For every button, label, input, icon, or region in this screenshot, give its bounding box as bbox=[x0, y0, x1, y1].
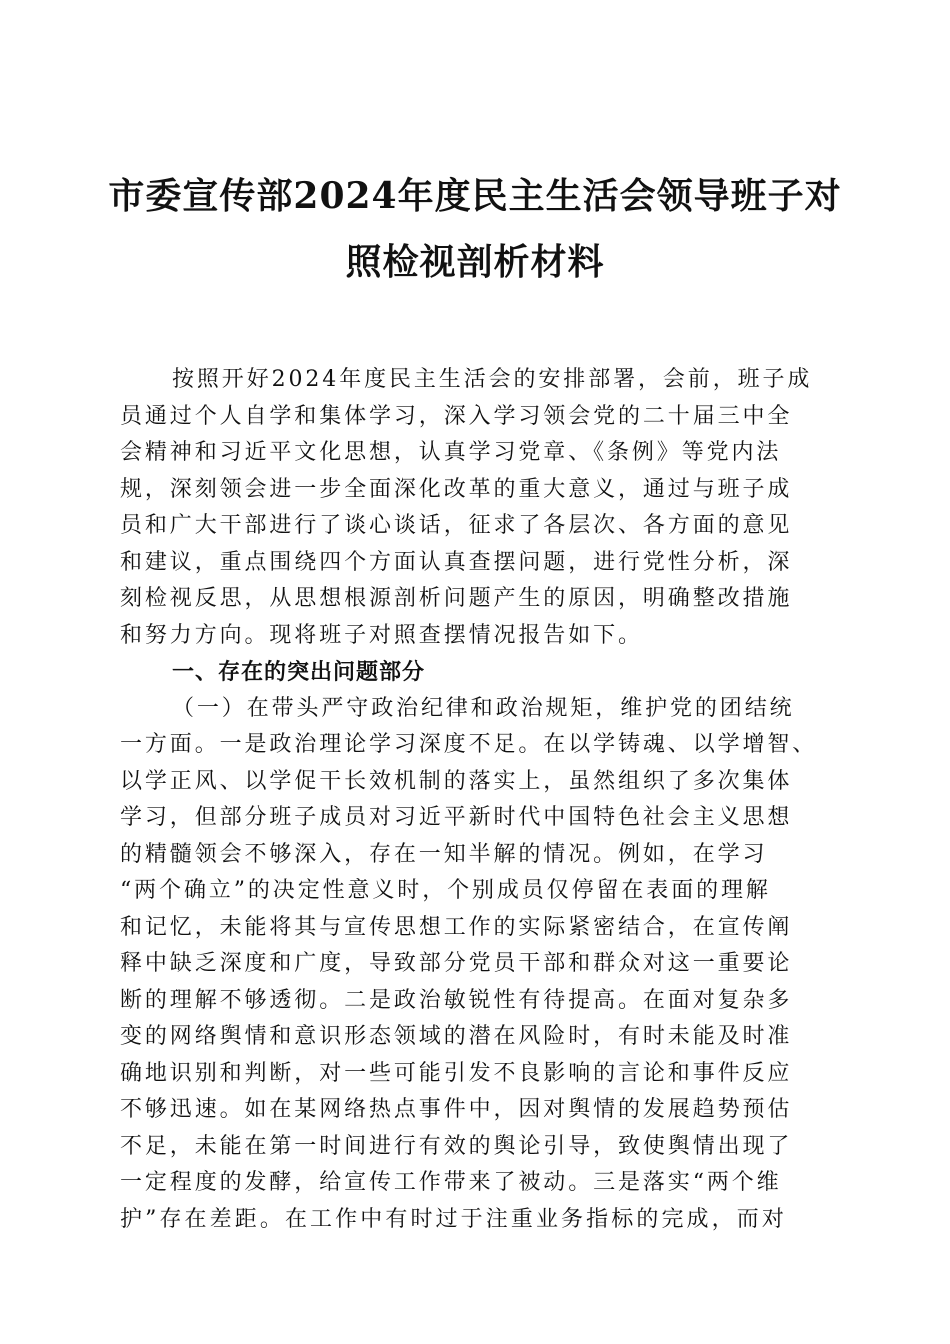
intro-line: 刻检视反思，从思想根源剖析问题产生的原因，明确整改措施 bbox=[120, 586, 793, 611]
sub-body-first: 一是政治理论学习深度不足。在以学铸魂、以学增智、 bbox=[219, 732, 818, 757]
body-line: 不够迅速。如在某网络热点事件中，因对舆情的发展趋势预估 bbox=[120, 1097, 793, 1122]
intro-line: 和建议，重点围绕四个方面认真查摆问题，进行党性分析，深 bbox=[120, 549, 793, 575]
body-line: 释中缺乏深度和广度，导致部分党员干部和群众对这一重要论 bbox=[120, 951, 793, 976]
body-line: 和记忆，未能将其与宣传思想工作的实际紧密结合，在宣传阐 bbox=[120, 914, 793, 940]
body-line: 学习，但部分班子成员对习近平新时代中国特色社会主义思想 bbox=[120, 805, 793, 830]
body-line: 不足，未能在第一时间进行有效的舆论引导，致使舆情出现了 bbox=[120, 1133, 793, 1159]
body-line: 确地识别和判断，对一些可能引发不良影响的言论和事件反应 bbox=[120, 1060, 793, 1086]
intro-line: 员和广大干部进行了谈心谈话，征求了各层次、各方面的意见 bbox=[120, 513, 793, 538]
body-line: 以学正风、以学促干长效机制的落实上，虽然组织了多次集体 bbox=[120, 768, 793, 794]
sub-heading-text: （一）在带头严守政治纪律和政治规矩，维护党的团结统 bbox=[172, 695, 795, 721]
document-title-line-1: 市委宣传部2024年度民主生活会领导班子对 bbox=[108, 175, 842, 217]
intro-line: 规，深刻领会进一步全面深化改革的重大意义，通过与班子成 bbox=[120, 476, 793, 502]
body-line: “两个确立”的决定性意义时，个别成员仅停留在表面的理解 bbox=[120, 878, 771, 903]
body-line: 的精髓领会不够深入，存在一知半解的情况。例如，在学习 bbox=[120, 841, 768, 867]
intro-line: 员通过个人自学和集体学习，深入学习领会党的二十届三中全 bbox=[120, 403, 793, 429]
intro-line: 和努力方向。现将班子对照查摆情况报告如下。 bbox=[120, 622, 643, 648]
body-line: 断的理解不够透彻。二是政治敏锐性有待提高。在面对复杂多 bbox=[120, 987, 793, 1013]
intro-line: 按照开好2024年度民主生活会的安排部署，会前，班子成 bbox=[172, 367, 813, 392]
body-line: 护”存在差距。在工作中有时过于注重业务指标的完成，而对 bbox=[120, 1206, 787, 1232]
body-line: 一定程度的发酵，给宣传工作带来了被动。三是落实“两个维 bbox=[120, 1170, 782, 1195]
sub-heading-line-2 bbox=[120, 727, 832, 764]
body-line: 变的网络舆情和意识形态领域的潜在风险时，有时未能及时准 bbox=[120, 1024, 793, 1049]
sub-heading-line bbox=[120, 691, 832, 728]
document-body bbox=[120, 362, 832, 1238]
section-heading: 一、存在的突出问题部分 bbox=[172, 659, 426, 685]
intro-line: 会精神和习近平文化思想，认真学习党章、《条例》等党内法 bbox=[120, 440, 782, 465]
document-title-line-2: 照检视剖析材料 bbox=[345, 241, 605, 283]
sub-heading-text-end: 一方面。 bbox=[120, 732, 220, 757]
